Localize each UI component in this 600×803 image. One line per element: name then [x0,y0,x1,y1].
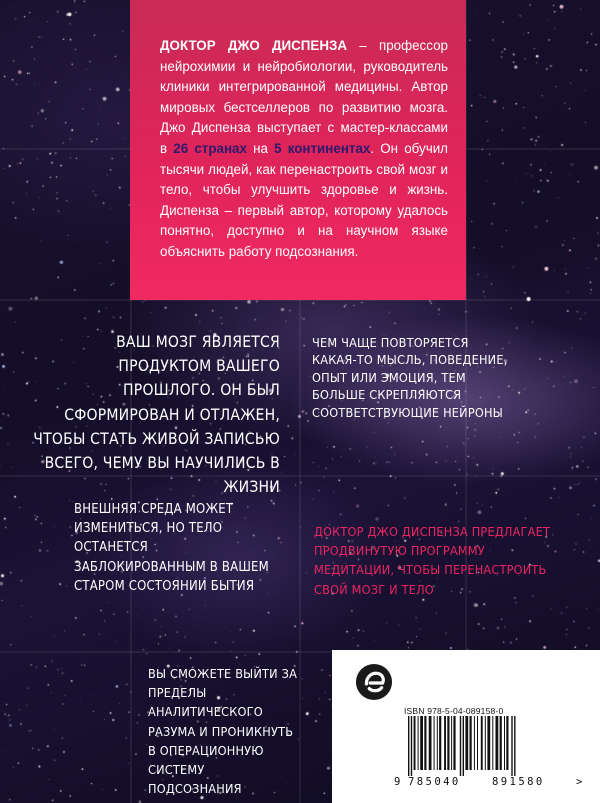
barcode-bar [429,716,432,770]
barcode-bar [506,716,508,770]
barcode-bar [500,716,502,770]
barcode-digits [394,776,600,788]
barcode-bar [465,716,468,770]
barcode-bar [474,716,475,770]
barcode-bar [424,716,426,770]
barcode-bar [463,716,464,776]
barcode-bar [504,716,505,770]
bio-highlight-countries: 26 странах [173,140,247,156]
barcode-digit-group-1: 785040 [408,776,461,788]
quote-meditation-program: ДОКТОР ДЖО ДИСПЕНЗА ПРЕДЛАГАЕТ ПРОДВИНУТУЮ ПРОГРАММУ МЕДИТАЦИИ, ЧТОБЫ ПЕРЕНАСТРОИТЬ СВОЙ МОЗГ И ТЕЛО [314,524,551,597]
barcode-end-mark: > [576,776,583,788]
quote-brain-product: ВАШ МОЗГ ЯВЛЯЕТСЯ ПРОДУКТОМ ВАШЕГО ПРОШЛОГО. ОН БЫЛ СФОРМИРОВАН И ОТЛАЖЕН, ЧТОБЫ СТАТЬ ЖИВОЙ ЗАПИСЬЮ ВСЕГО, ЧЕМУ ВЫ НАУЧИЛИСЬ В ЖИЗНИ [33,333,280,497]
barcode-bar [447,716,449,770]
barcode-bar [420,716,423,770]
isbn-label: ISBN 978-5-04-089158-0 [404,706,504,716]
barcode-bar [453,716,455,770]
barcode-bar [437,716,438,770]
quote-environment: ВНЕШНЯЯ СРЕДА МОЖЕТ ИЗМЕНИТЬСЯ, НО ТЕЛО ОСТАНЕТСЯ ЗАБЛОКИРОВАННЫМ В ВАШЕМ СТАРОМ СОСТОЯНИИ БЫТИЯ [74,502,269,594]
barcode-bar [408,716,409,776]
author-name: ДОКТОР ДЖО ДИСПЕНЗА [160,38,348,53]
barcode-bar [511,716,512,776]
barcode-bar [439,716,441,770]
barcode-bar [481,716,483,770]
quote-repetition: ЧЕМ ЧАЩЕ ПОВТОРЯЕТСЯ КАКАЯ-ТО МЫСЛЬ, ПОВЕДЕНИЕ, ОПЫТ ИЛИ ЭМОЦИЯ, ТЕМ БОЛЬШЕ СКРЕПЛЯЮТСЯ СООТВЕТСТВУЮЩИЕ НЕЙРОНЫ [312,335,508,420]
barcode-bar [451,716,452,770]
barcode-bar [414,716,416,770]
quote-beyond-analytical-mind: ВЫ СМОЖЕТЕ ВЫЙТИ ЗА ПРЕДЕЛЫ АНАЛИТИЧЕСКОГО РАЗУМА И ПРОНИКНУТЬ В ОПЕРАЦИОННУЮ СИСТЕМУ ПОДСОЗНАНИЯ [148,666,298,797]
barcode-digit-first: 9 [394,776,401,788]
barcode [402,716,590,776]
barcode-bar [434,716,435,770]
barcode-bar [485,716,486,770]
bio-highlight-continents: 5 континентах [274,140,371,156]
eksmo-logo-icon [355,663,393,701]
barcode-bar [418,716,419,770]
barcode-bar [411,716,412,776]
barcode-bar [477,716,478,770]
barcode-digit-group-2: 891580 [492,776,545,788]
bio-text-2: на [246,140,275,156]
barcode-bar [514,716,515,776]
barcode-bar [487,716,490,770]
barcode-bar [460,716,461,776]
barcode-bar [496,716,499,770]
barcode-bar [492,716,493,770]
author-bio [160,36,448,263]
barcode-bar [444,716,446,770]
bio-text-3: . Он обучил тысячи людей, как перенастроить свой мозг и тело, чтобы улучшить здоровье и жизнь. Диспенза – первый автор, которому удалось понятно, доступно и на научном языке объяснить работу подсознания. [160,140,449,259]
bio-text-1: – профессор нейрохимии и нейробиологии, руководитель клиники интегрированной медицины. Автор мировых бестселлеров по развитию мозга. Джо Диспенза выступает с мастер-классами в [160,38,448,156]
barcode-bar [470,716,472,770]
